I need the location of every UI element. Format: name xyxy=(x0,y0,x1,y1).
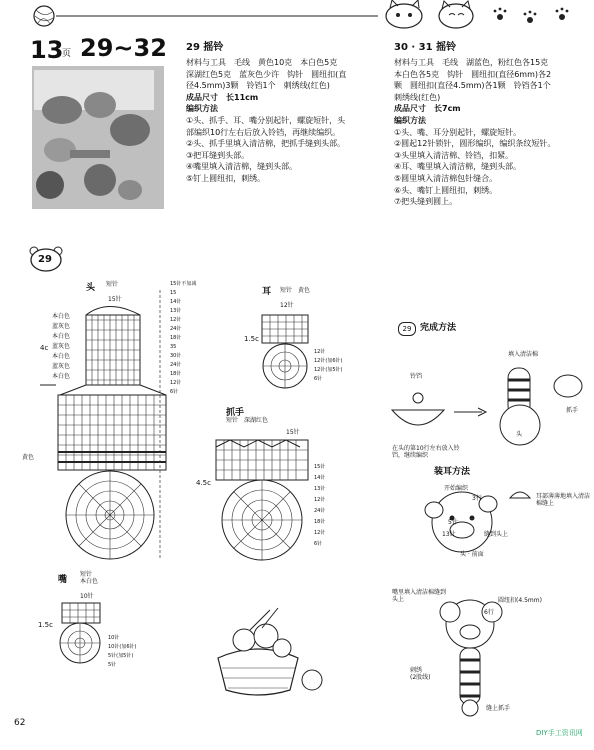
row-label: 30针 xyxy=(170,353,182,359)
head-color: 蓝灰色 xyxy=(52,323,71,330)
row-label: 6针 xyxy=(314,376,323,382)
head-color: 蓝灰色 xyxy=(52,363,71,370)
mouth-title: 嘴 xyxy=(58,575,68,585)
row-label: 12针 xyxy=(170,380,182,386)
chapter-range: 29~32 xyxy=(80,34,167,62)
project-29-line: 径4.5mm)3颗 铃铛1个 刺绣线(红色) xyxy=(186,81,330,91)
project-30-line: ②圆起12针锁针，圆形编织，编织条纹短针。 xyxy=(394,139,556,149)
project-30-line: ④耳、嘴里填入清洁棉，缝到头部。 xyxy=(394,162,522,172)
row-label: 5针(加5针) xyxy=(108,653,134,659)
ear-chart-grid xyxy=(262,315,308,388)
ear-sub: 短针 黄色 xyxy=(280,287,311,294)
row-label: 12针 xyxy=(314,530,326,536)
project-29-line: ④嘴里填入清洁棉，缝到头部。 xyxy=(186,162,298,172)
row-label: 12针 xyxy=(314,349,326,355)
project-30-line: 编织方法 xyxy=(394,115,426,125)
project-30-line: 颗 圆纽扣(直径4.5mm)各1颗 铃铛各1个 xyxy=(394,81,551,91)
ear-row-labels xyxy=(314,348,342,384)
row-label: 18针 xyxy=(170,335,182,341)
head-color: 本白色 xyxy=(52,373,71,380)
cat-face-icon xyxy=(439,1,473,28)
finish-bell-note: 在头的第10行左右放入铃铛，继续编织 xyxy=(392,445,460,459)
project-29-line: 材料与工具 毛线 黄色10克 本白色5克 xyxy=(186,58,338,67)
project-30-line: ⑥头、嘴钉上圆纽扣，刺绣。 xyxy=(394,185,498,195)
project-29-line: ③把耳缝到头部。 xyxy=(186,150,250,160)
project-30-31-title: 30 · 31 摇铃 xyxy=(394,42,457,53)
finish-badge: 29 xyxy=(398,322,416,336)
project-29-body xyxy=(186,57,346,185)
paw-print-icon xyxy=(494,8,569,23)
head-sub: 短针 xyxy=(106,281,119,288)
row-label: 14针 xyxy=(170,299,182,305)
project-30-line: 材料与工具 毛线 湖蓝色，粉红色各15克 xyxy=(394,58,549,67)
yarn-basket-illustration xyxy=(218,608,322,695)
head-size: 4c xyxy=(40,344,49,352)
row-label: 14针 xyxy=(314,475,326,481)
chapter-page-label: 页 xyxy=(62,49,72,59)
head-color: 本白色 xyxy=(52,333,71,340)
ear-attach-note: 耳部薄薄地填入清洁棉缝上 xyxy=(536,493,591,507)
finish-title: 完成方法 xyxy=(420,323,457,333)
ear-attach-count: 13针 xyxy=(442,531,456,538)
project-30-line: 刺绣线(红色) xyxy=(394,92,441,102)
grip-size: 4.5c xyxy=(196,479,211,487)
finish-head-label: 头 xyxy=(516,431,523,438)
finish-grip-label: 抓手 xyxy=(566,407,579,414)
ear-attach-sew: 缝到头上 xyxy=(484,531,509,538)
row-label: 5针 xyxy=(108,662,117,668)
head-color: 蓝灰色 xyxy=(52,343,71,350)
project-29-line: 部编织10行左右后放入铃铛，再继续编织。 xyxy=(186,127,341,137)
project-30-line: ⑦把头缝到圆上。 xyxy=(394,197,458,207)
project-29-line: ⑤钉上圆纽扣，刺绣。 xyxy=(186,173,266,183)
ear-attach-count2: 5针 xyxy=(448,519,458,526)
final-button: 圆纽扣(4.5mm) xyxy=(498,597,542,604)
ear-top-count: 12针 xyxy=(280,302,294,309)
row-label: 24针 xyxy=(314,508,326,514)
chapter-number: 13 xyxy=(30,36,64,64)
grip-title: 抓手 xyxy=(226,408,245,418)
project-30-line: 成品尺寸 长7cm xyxy=(394,104,461,114)
yarn-ball-icon xyxy=(34,6,54,26)
head-color: 本白色 xyxy=(52,313,71,320)
head-title: 头 xyxy=(86,283,96,293)
finish-bell-label: 铃铛 xyxy=(410,373,423,380)
mouth-row-labels xyxy=(108,634,136,670)
row-label: 24针 xyxy=(170,326,182,332)
mouth-chart-grid xyxy=(60,603,100,663)
project-30-line: ⑤圆里填入清洁棉包针缝合。 xyxy=(394,173,498,183)
ear-attach-side: 头 · 前面 xyxy=(460,551,484,558)
final-embroidery: 刺绣 (2股线) xyxy=(410,667,431,681)
row-label: 13针 xyxy=(314,486,326,492)
grip-sub: 短针 深湖红色 xyxy=(226,417,269,424)
final-note: 嘴里填入清洁棉缝到头上 xyxy=(392,589,447,603)
finish-fill-label: 填入清洁棉 xyxy=(508,351,539,358)
watermark: DIY手工资讯网 xyxy=(536,729,583,737)
ear-attach-title: 装耳方法 xyxy=(434,467,471,477)
row-label: 18针 xyxy=(314,519,326,525)
page-number: 62 xyxy=(14,718,26,728)
row-label: 15 xyxy=(170,290,177,296)
row-label: 6针 xyxy=(170,389,179,395)
mouth-sub: 短针 本白色 xyxy=(80,571,99,585)
project-29-title: 29 摇铃 xyxy=(186,42,224,53)
ear-title: 耳 xyxy=(262,287,272,297)
row-label: 12针(加6针) xyxy=(314,358,343,364)
grip-top-count: 15针 xyxy=(286,429,300,436)
row-label: 12针 xyxy=(170,317,182,323)
ear-attach-start: 开始编织 xyxy=(444,485,469,492)
row-label: 10针 xyxy=(108,635,120,641)
project-30-line: 本白色各5克 钩针 圆纽扣(直径6mm)各2 xyxy=(394,69,552,79)
head-body-color: 黄色 xyxy=(22,454,35,461)
project-30-31-body xyxy=(394,57,555,208)
row-label: 6针 xyxy=(314,541,323,547)
row-label: 15针不加减 xyxy=(170,281,197,287)
final-rattle-illustration xyxy=(440,600,502,716)
mouth-top-count: 10针 xyxy=(80,593,94,600)
project-29-line: ②头、抓手里填入清洁棉，把抓手缝到头部。 xyxy=(186,139,346,149)
head-color: 本白色 xyxy=(52,353,71,360)
mouth-size: 1.5c xyxy=(38,621,53,629)
final-rows: 6行 xyxy=(484,609,494,616)
project-30-line: ③头里填入清洁棉、铃铛，扣紧。 xyxy=(394,150,514,160)
head-top-count: 15针 xyxy=(108,296,122,303)
grip-row-labels xyxy=(314,462,325,550)
project-29-line: 深湖红色5克 蓝灰色少许 钩针 圆纽扣(直 xyxy=(186,69,347,79)
ear-size: 1.5c xyxy=(244,335,259,343)
product-photo xyxy=(32,66,164,209)
row-label: 24针 xyxy=(170,362,182,368)
row-label: 35 xyxy=(170,344,177,350)
row-label: 10针(加6针) xyxy=(108,644,137,650)
ear-attach-rows: 3行 xyxy=(472,495,482,502)
badge-29-label: 29 xyxy=(38,254,52,265)
row-label: 15针 xyxy=(314,464,326,470)
project-29-line: 编织方法 xyxy=(186,104,218,114)
project-29-line: ①头、抓手、耳、嘴分别起针，螺旋短针，头 xyxy=(186,115,346,125)
grip-chart-grid xyxy=(216,440,308,560)
row-label: 12针 xyxy=(314,497,326,503)
final-grip: 缝上抓手 xyxy=(486,705,511,712)
row-label: 18针 xyxy=(170,371,182,377)
head-row-labels xyxy=(170,280,196,397)
head-color-list xyxy=(52,312,70,382)
project-30-line: ①头、嘴、耳分别起针，螺旋短针。 xyxy=(394,127,522,137)
cat-face-icon xyxy=(386,0,422,28)
project-29-line: 成品尺寸 长11cm xyxy=(186,92,259,102)
row-label: 13针 xyxy=(170,308,182,314)
row-label: 12针(加5针) xyxy=(314,367,343,373)
